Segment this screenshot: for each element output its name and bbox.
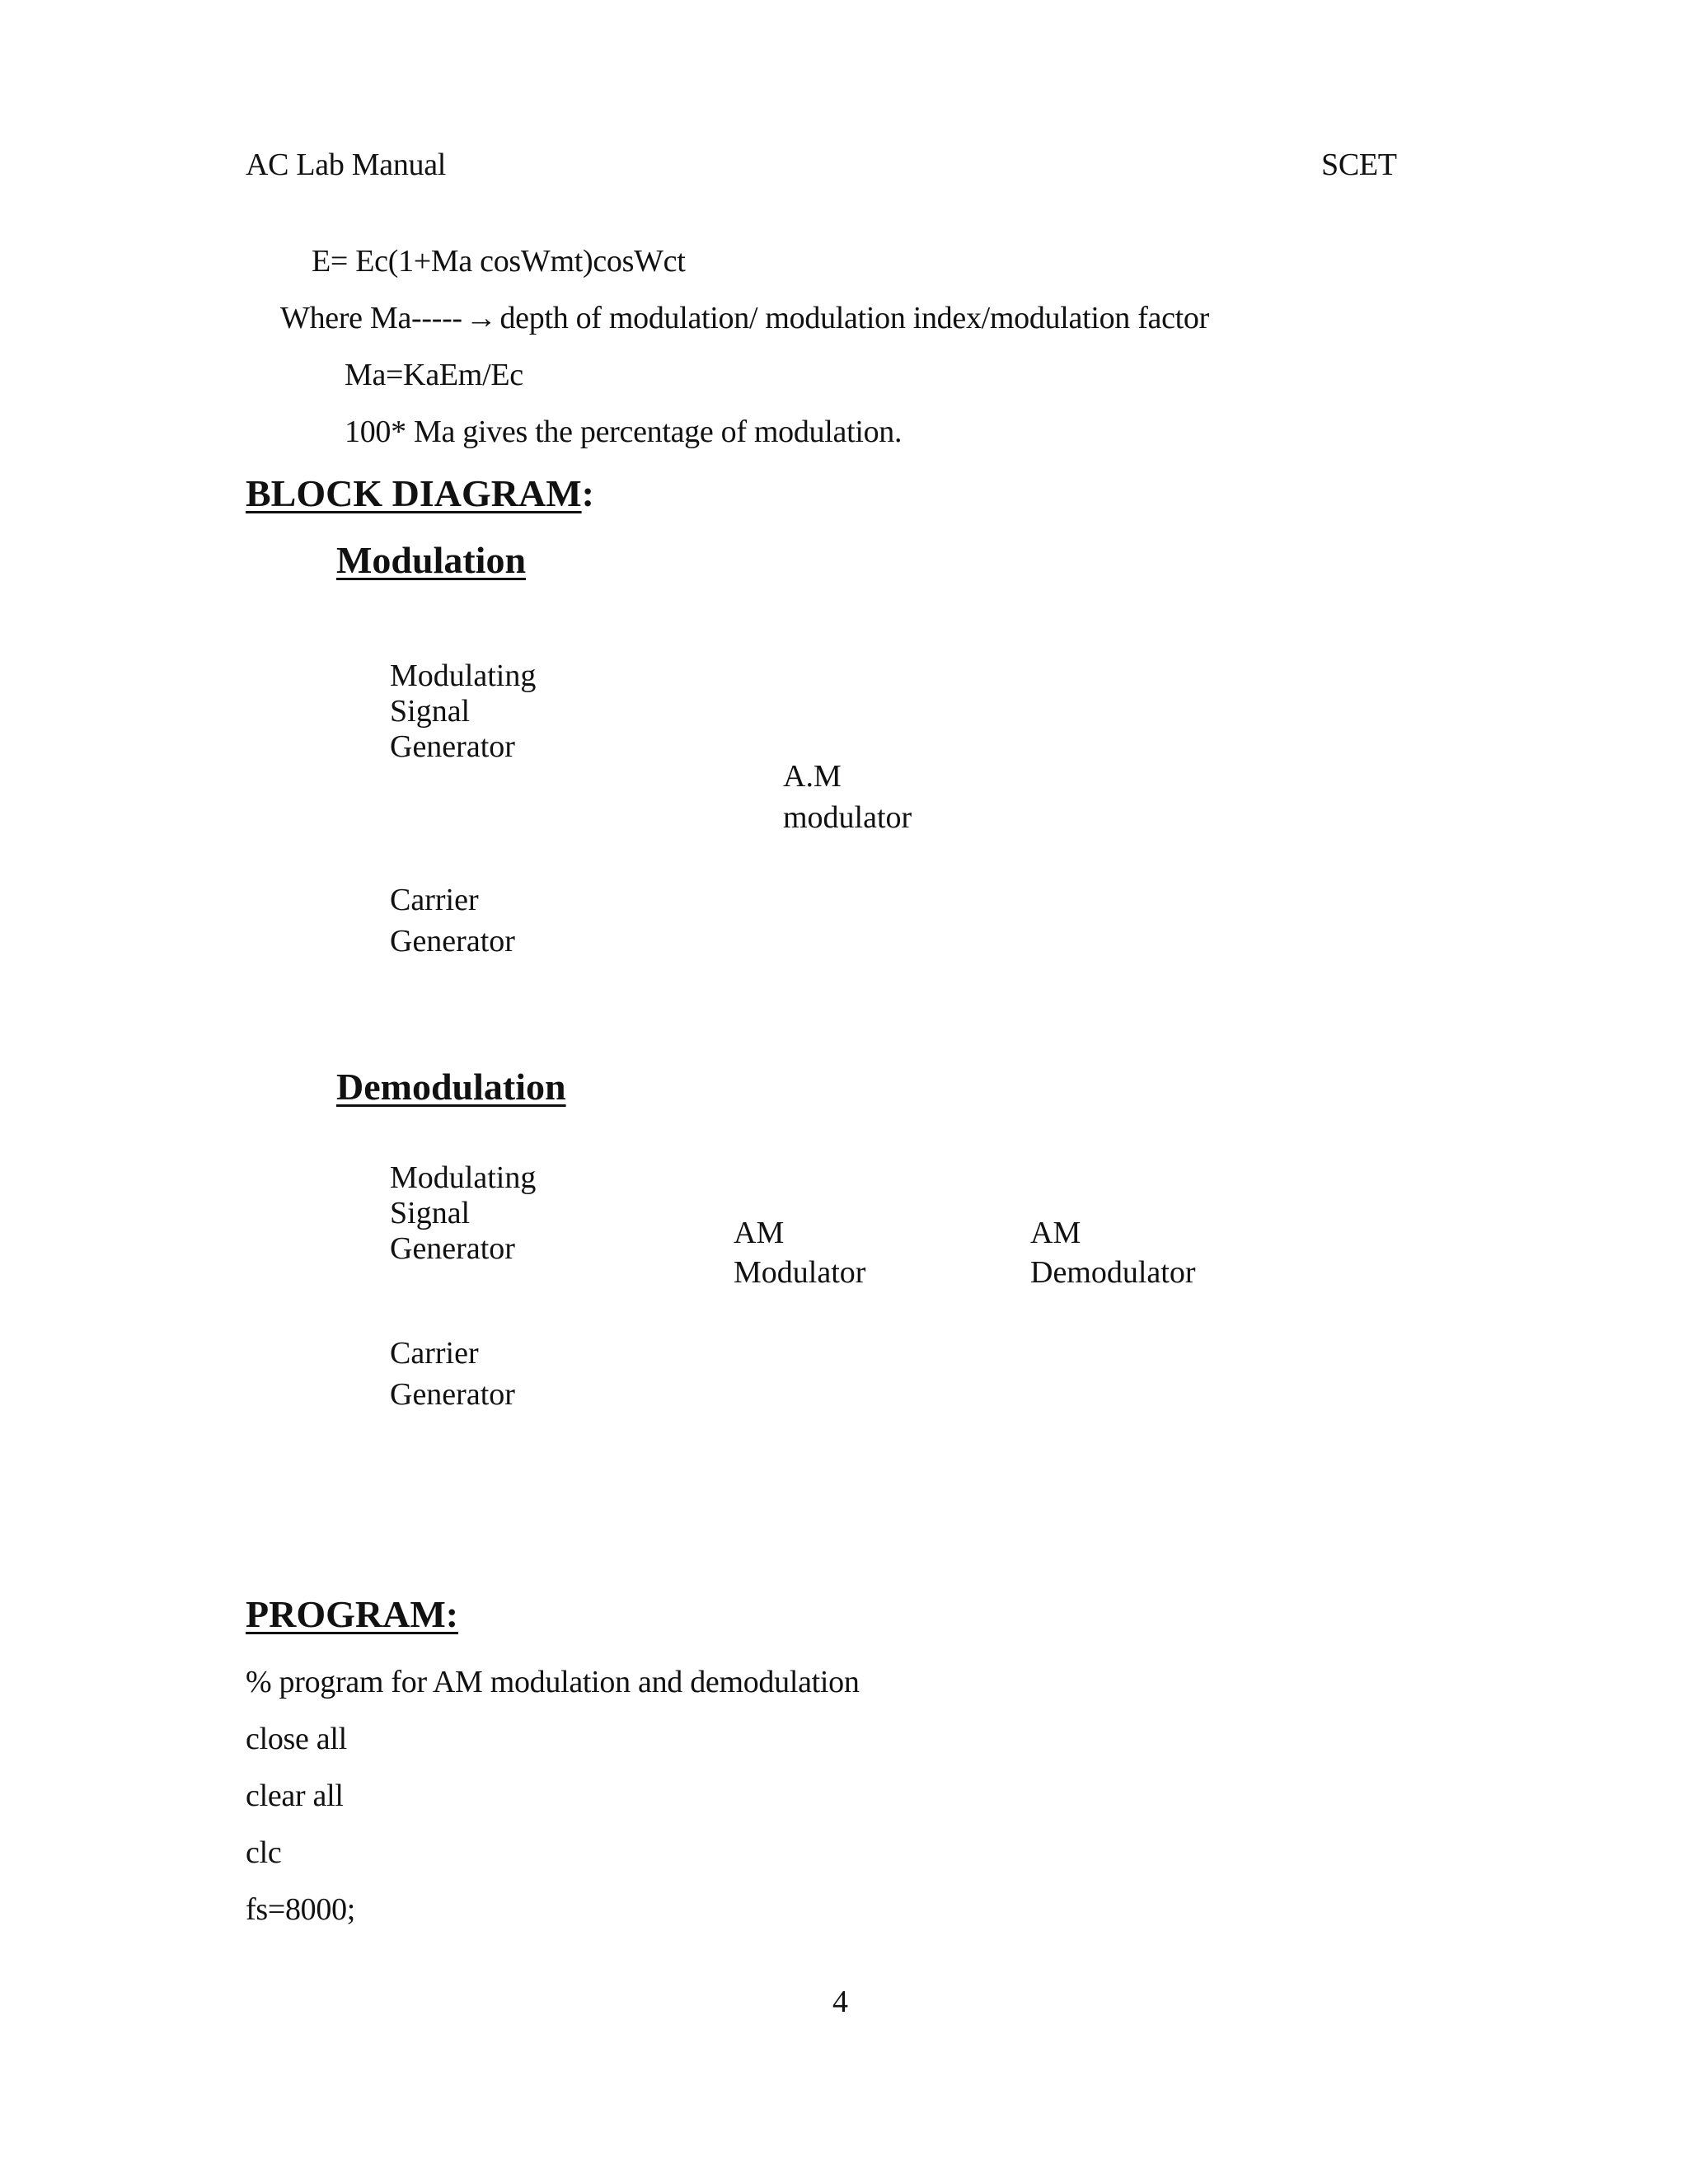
- right-arrow-icon: →: [465, 301, 497, 335]
- demod-am-demodulator-block: [1030, 1213, 1196, 1292]
- percentage-line: 100* Ma gives the percentage of modulation.: [345, 415, 903, 449]
- mod-carrier-generator-line-1: Carrier: [390, 883, 479, 917]
- program-line-fs: fs=8000;: [246, 1892, 356, 1927]
- demod-signal-generator-line-2: Signal: [390, 1196, 471, 1230]
- mod-carrier-generator-line-2: Generator: [390, 924, 515, 958]
- program-line-close-all: close all: [246, 1722, 347, 1756]
- block-diagram-heading-text: BLOCK DIAGRAM: [246, 472, 582, 514]
- program-line-clear-all: clear all: [246, 1779, 344, 1813]
- modulation-title: Modulation: [336, 539, 527, 581]
- demod-am-demodulator-line-2: Demodulator: [1030, 1255, 1196, 1290]
- mod-carrier-generator-block: [390, 880, 515, 961]
- header-right-title: SCET: [1321, 148, 1397, 182]
- program-line-comment: % program for AM modulation and demodulation: [246, 1665, 860, 1699]
- where-line: [280, 302, 1209, 334]
- mod-signal-generator-line-2: Signal: [390, 694, 471, 729]
- demod-carrier-generator-line-1: Carrier: [390, 1336, 479, 1371]
- am-equation: E= Ec(1+Ma cosWmt)cosWct: [312, 244, 686, 279]
- block-diagram-heading: [246, 472, 594, 514]
- demod-am-modulator-line-2: Modulator: [734, 1255, 866, 1290]
- mod-signal-generator-line-1: Modulating: [390, 658, 537, 693]
- demod-signal-generator-line-3: Generator: [390, 1231, 515, 1266]
- demod-carrier-generator-block: [390, 1333, 515, 1414]
- am-modulator-line-1: A.M: [783, 759, 842, 794]
- am-modulator-line-2: modulator: [783, 800, 912, 835]
- program-heading: PROGRAM:: [246, 1593, 459, 1635]
- where-suffix: depth of modulation/ modulation index/modulation factor: [499, 301, 1209, 335]
- demod-carrier-generator-line-2: Generator: [390, 1377, 515, 1412]
- am-modulator-block: [783, 757, 912, 837]
- demod-signal-generator-line-1: Modulating: [390, 1160, 537, 1195]
- demod-am-modulator-line-1: AM: [734, 1216, 785, 1250]
- where-prefix: Where Ma-----: [280, 301, 462, 335]
- ma-formula: Ma=KaEm/Ec: [345, 358, 523, 392]
- mod-signal-generator-line-3: Generator: [390, 729, 515, 764]
- mod-signal-generator-block: [390, 656, 536, 766]
- demod-signal-generator-block: [390, 1158, 536, 1268]
- block-diagram-heading-colon: :: [581, 472, 594, 514]
- demodulation-title: Demodulation: [336, 1066, 566, 1108]
- demod-am-demodulator-line-1: AM: [1030, 1216, 1081, 1250]
- header-left-title: AC Lab Manual: [246, 148, 447, 182]
- program-line-clc: clc: [246, 1835, 282, 1870]
- demod-am-modulator-block: [734, 1213, 865, 1292]
- page-number: 4: [832, 1985, 848, 2019]
